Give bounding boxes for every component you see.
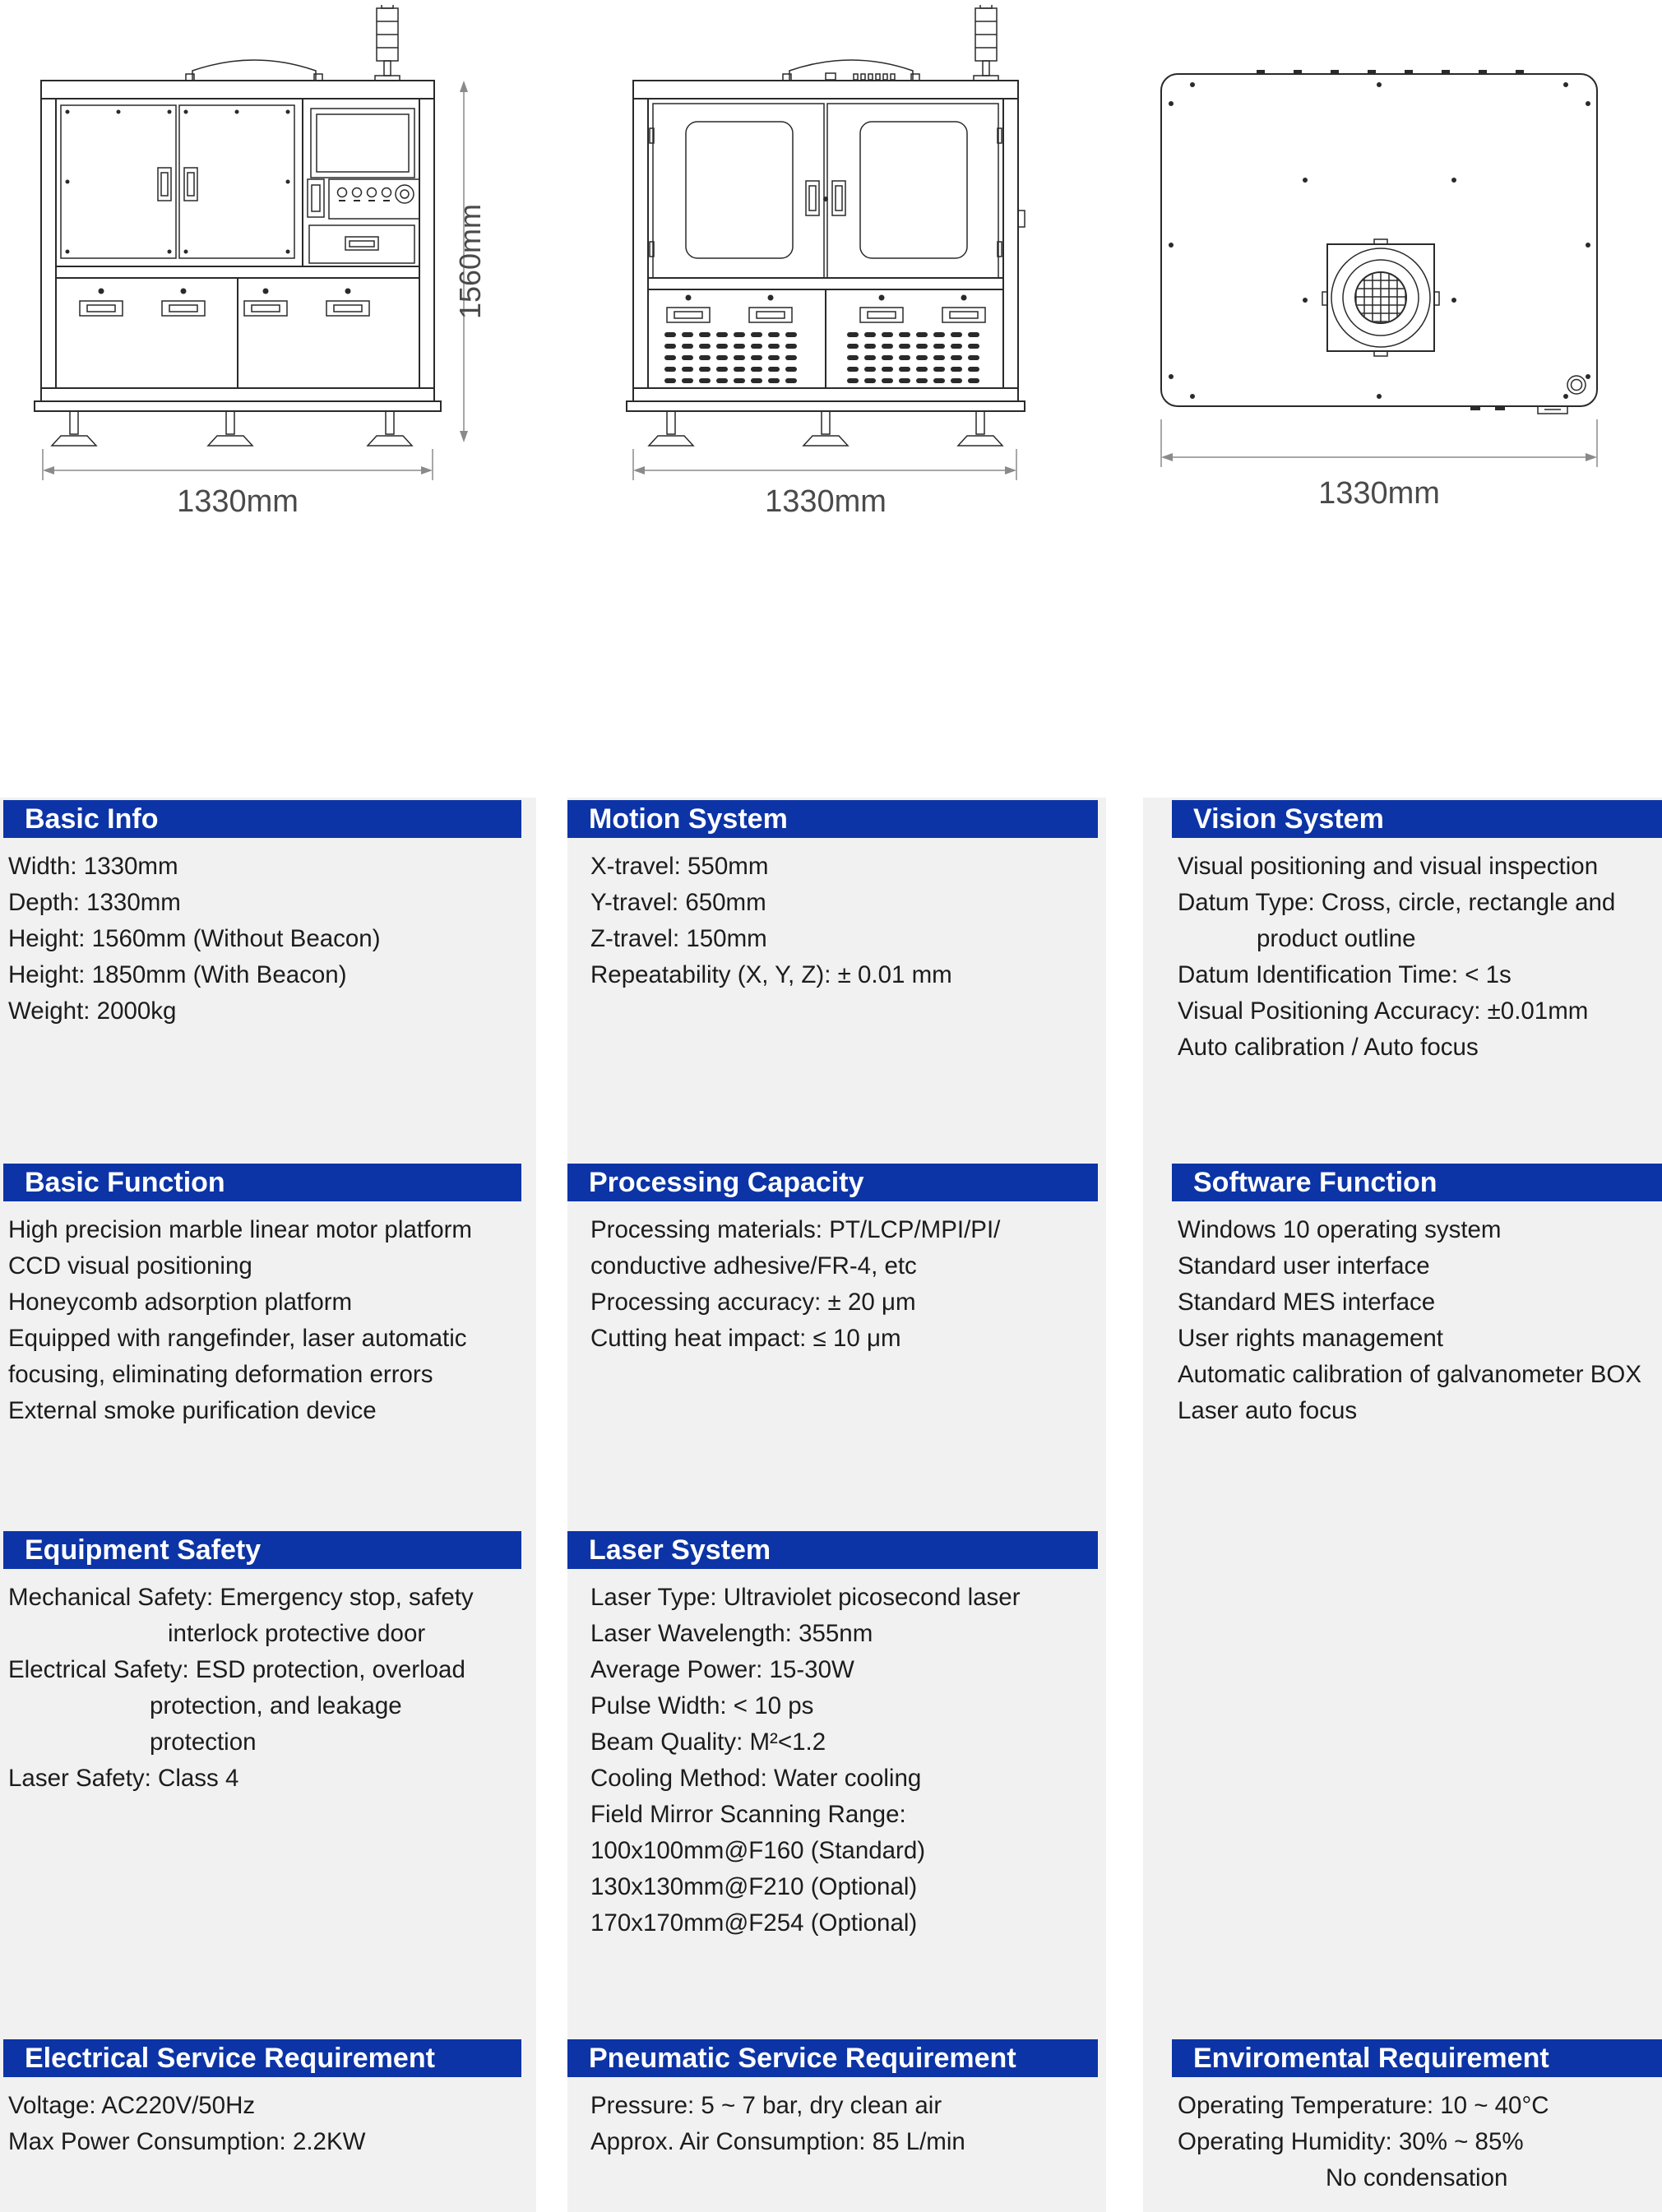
beacon-icon — [375, 5, 400, 81]
spec-line: Cooling Method: Water cooling — [590, 1765, 922, 1792]
spec-line: Mechanical Safety: Emergency stop, safety — [8, 1584, 474, 1611]
door-window — [686, 122, 793, 258]
spec-line: Automatic calibration of galvanometer BOX — [1178, 1361, 1642, 1388]
dimension-lines — [43, 81, 468, 480]
column-panel-middle — [567, 798, 1106, 2212]
dimension-lines — [633, 449, 1016, 480]
spec-line: High precision marble linear motor platform — [8, 1216, 473, 1243]
section-title: Laser System — [567, 1531, 1098, 1569]
leveling-feet — [649, 411, 1002, 446]
front-view-svg — [23, 5, 484, 523]
control-column — [303, 99, 419, 266]
spec-line: Pressure: 5 ~ 7 bar, dry clean air — [590, 2092, 942, 2119]
spec-line: Datum Identification Time: < 1s — [1178, 961, 1512, 988]
height-dimension-label: 1560mm — [453, 203, 484, 320]
spec-line: Operating Temperature: 10 ~ 40°C — [1178, 2092, 1549, 2119]
drawer — [309, 225, 414, 263]
spec-line: Standard MES interface — [1178, 1289, 1436, 1316]
section-processing-capacity — [567, 1164, 1106, 1357]
lower-cabinet — [667, 289, 985, 388]
spec-line: interlock protective door — [168, 1620, 426, 1647]
spec-line: Average Power: 15-30W — [590, 1656, 854, 1683]
spec-line: conductive adhesive/FR-4, etc — [590, 1252, 917, 1280]
section-vision-system — [1143, 800, 1662, 1066]
section-title: Software Function — [1172, 1164, 1662, 1201]
spec-line: CCD visual positioning — [8, 1252, 252, 1280]
spec-line: Height: 1850mm (With Beacon) — [8, 961, 347, 988]
width-dimension-label: 1330mm — [765, 484, 887, 519]
dimension-lines — [1161, 419, 1597, 467]
front-doors — [61, 105, 294, 258]
spec-line: Approx. Air Consumption: 85 L/min — [590, 2128, 965, 2155]
spec-line: Processing accuracy: ± 20 μm — [590, 1289, 916, 1316]
section-title: Equipment Safety — [3, 1531, 521, 1569]
back-view-drawing — [1141, 59, 1635, 528]
spec-line: protection, and leakage — [150, 1692, 402, 1719]
spec-line: Laser Wavelength: 355nm — [590, 1620, 873, 1647]
section-title: Electrical Service Requirement — [3, 2039, 521, 2077]
spec-line: Height: 1560mm (Without Beacon) — [8, 925, 381, 952]
estop-button-icon — [396, 185, 414, 203]
spec-line: Operating Humidity: 30% ~ 85% — [1178, 2128, 1524, 2155]
spec-line: protection — [150, 1728, 257, 1756]
spec-line: focusing, eliminating deformation errors — [8, 1361, 433, 1388]
section-motion-system — [567, 800, 1106, 993]
spec-line: Windows 10 operating system — [1178, 1216, 1502, 1243]
spec-line: Voltage: AC220V/50Hz — [8, 2092, 256, 2119]
section-basic-function — [0, 1164, 536, 1429]
spec-line: 130x130mm@F210 (Optional) — [590, 1873, 918, 1900]
spec-line: X-travel: 550mm — [590, 853, 769, 880]
top-hood — [783, 60, 919, 81]
spec-line: Beam Quality: M²<1.2 — [590, 1728, 826, 1756]
door-window — [860, 122, 967, 258]
spec-line: No condensation — [1326, 2164, 1508, 2191]
spec-line: Visual Positioning Accuracy: ±0.01mm — [1178, 997, 1589, 1025]
spec-line: Processing materials: PT/LCP/MPI/PI/ — [590, 1216, 1001, 1243]
spec-line: Width: 1330mm — [8, 853, 178, 880]
beacon-icon — [974, 5, 998, 81]
front-view-drawing — [23, 5, 484, 523]
top-hood — [186, 60, 322, 81]
spec-line: product outline — [1257, 925, 1416, 952]
spec-line: Cutting heat impact: ≤ 10 μm — [590, 1325, 901, 1352]
spec-line: Electrical Safety: ESD protection, overload — [8, 1656, 465, 1683]
section-equipment-safety — [0, 1531, 536, 1797]
spec-line: Depth: 1330mm — [8, 889, 181, 916]
side-view-drawing — [610, 5, 1071, 523]
section-title: Processing Capacity — [567, 1164, 1098, 1201]
exhaust-fan-icon — [1322, 239, 1439, 356]
section-electrical-service — [0, 2039, 536, 2160]
edge-ticks — [1257, 70, 1524, 410]
vent-grille — [664, 332, 979, 383]
spec-line: 170x170mm@F254 (Optional) — [590, 1909, 918, 1937]
section-title: Basic Info — [3, 800, 521, 838]
spec-line: Max Power Consumption: 2.2KW — [8, 2128, 366, 2155]
spec-line: Laser auto focus — [1178, 1397, 1358, 1424]
screen — [317, 114, 409, 172]
power-inlet-icon — [1538, 376, 1586, 414]
spec-line: Auto calibration / Auto focus — [1178, 1034, 1479, 1061]
leveling-feet — [52, 411, 412, 446]
side-view-svg — [610, 5, 1071, 523]
section-title: Enviromental Requirement — [1172, 2039, 1662, 2077]
spec-line: Field Mirror Scanning Range: — [590, 1801, 906, 1828]
spec-line: 100x100mm@F160 (Standard) — [590, 1837, 926, 1864]
spec-line: Honeycomb adsorption platform — [8, 1289, 353, 1316]
spec-line: Visual positioning and visual inspection — [1178, 853, 1599, 880]
section-laser-system — [567, 1531, 1106, 1941]
width-dimension-label: 1330mm — [1318, 476, 1440, 511]
section-title: Basic Function — [3, 1164, 521, 1201]
lower-cabinet — [80, 278, 369, 388]
windowed-doors — [650, 104, 1025, 278]
section-pneumatic-service — [567, 2039, 1106, 2160]
spec-line: Y-travel: 650mm — [590, 889, 766, 916]
section-title: Vision System — [1172, 800, 1662, 838]
spec-line: External smoke purification device — [8, 1397, 377, 1424]
spec-line: Z-travel: 150mm — [590, 925, 767, 952]
spec-line: Weight: 2000kg — [8, 997, 177, 1025]
spec-line: Datum Type: Cross, circle, rectangle and — [1178, 889, 1616, 916]
spec-line: Repeatability (X, Y, Z): ± 0.01 mm — [590, 961, 952, 988]
section-title: Pneumatic Service Requirement — [567, 2039, 1098, 2077]
spec-line: Pulse Width: < 10 ps — [590, 1692, 814, 1719]
back-view-svg — [1141, 59, 1635, 528]
width-dimension-label: 1330mm — [177, 484, 299, 519]
section-environmental — [1143, 2039, 1662, 2196]
spec-line: Laser Type: Ultraviolet picosecond laser — [590, 1584, 1021, 1611]
spec-line: Equipped with rangefinder, laser automatic — [8, 1325, 467, 1352]
section-title: Motion System — [567, 800, 1098, 838]
spec-line: User rights management — [1178, 1325, 1444, 1352]
section-basic-info — [0, 800, 536, 1030]
section-software-function — [1143, 1164, 1662, 1429]
spec-line: Laser Safety: Class 4 — [8, 1765, 239, 1792]
spec-line: Standard user interface — [1178, 1252, 1430, 1280]
